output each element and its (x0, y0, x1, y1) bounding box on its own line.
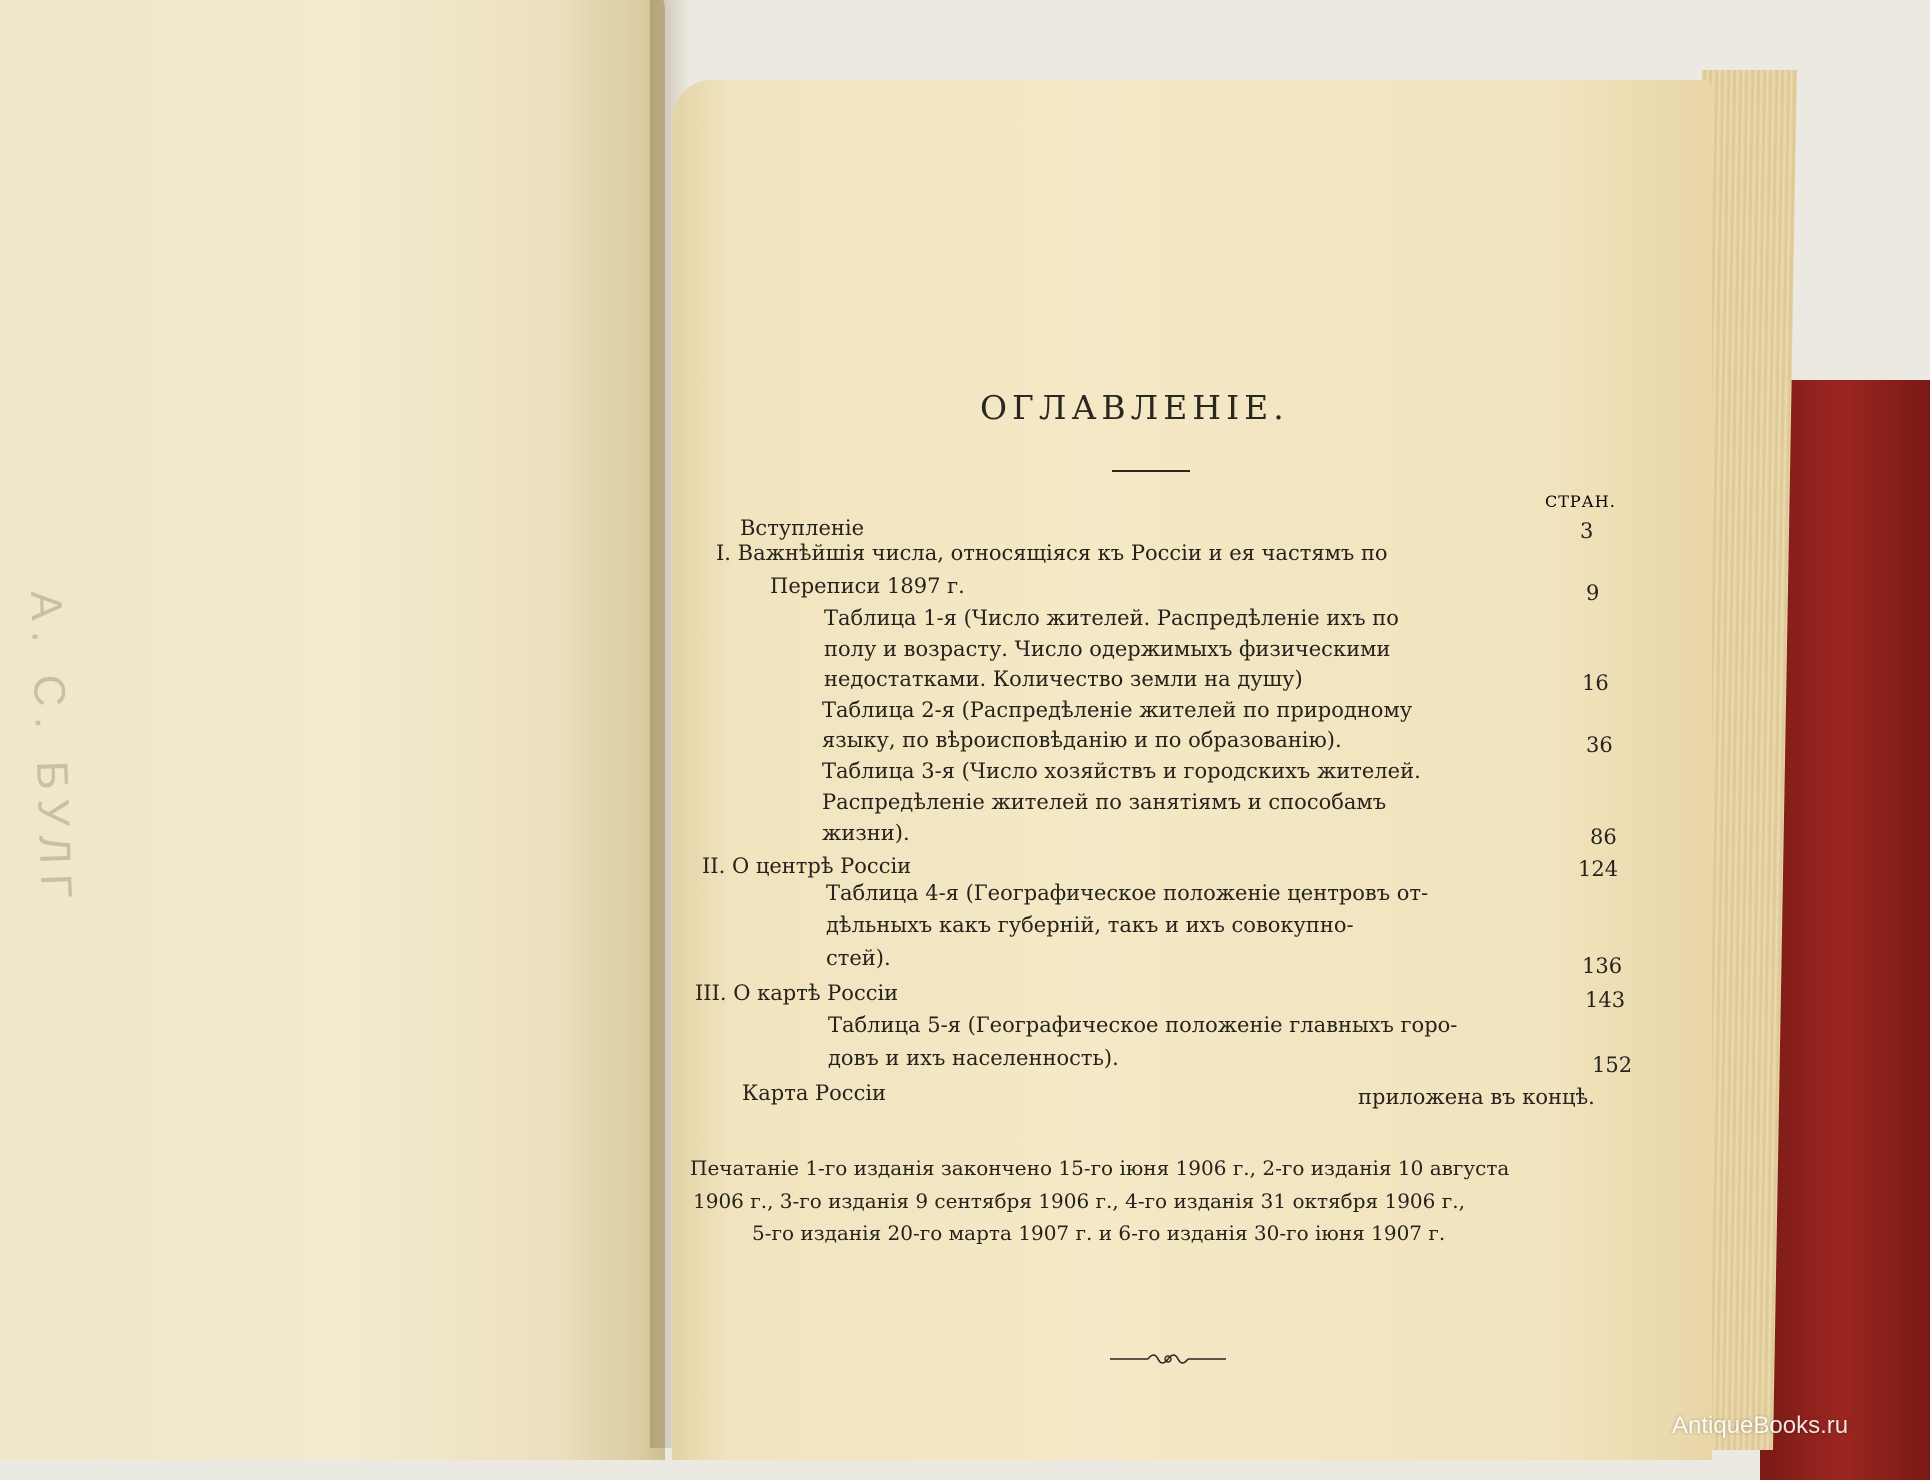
left-page-stamp: А. С. БУЛГ (21, 590, 82, 909)
toc-entry-text: жизни). (822, 821, 910, 845)
colophon-line: Печатаніе 1-го изданія закончено 15-го іюня 1906 г., 2-го изданія 10 августа (690, 1156, 1510, 1180)
page-title: ОГЛАВЛЕНІЕ. (980, 388, 1289, 427)
column-header: СТРАН. (1545, 492, 1616, 511)
toc-page-number: 86 (1590, 825, 1617, 849)
toc-leader (1455, 666, 1575, 692)
toc-leader (960, 853, 1560, 879)
toc-entry-text: полу и возрасту. Число одержимыхъ физическими (824, 637, 1391, 661)
colophon-line: 1906 г., 3-го изданія 9 сентября 1906 г., 4-го изданія 31 октября 1906 г., (693, 1188, 1465, 1213)
toc-page-number: 152 (1592, 1053, 1633, 1077)
toc-entry-text: довъ и ихъ населенность). (828, 1046, 1119, 1070)
toc-leader (1000, 573, 1575, 599)
toc-leader (885, 515, 1575, 541)
toc-entry-text: Таблица 4-я (Географическое положеніе центровъ от- (826, 881, 1429, 905)
colophon-line: 5-го изданія 20-го марта 1907 г. и 6-го изданія 30-го іюня 1907 г. (752, 1221, 1446, 1245)
toc-leader (965, 980, 1565, 1006)
toc-page-number: 136 (1582, 954, 1623, 978)
toc-page-number: 36 (1586, 733, 1613, 757)
toc-page-number: 16 (1582, 671, 1609, 695)
toc-entry-text: стей). (826, 946, 891, 970)
toc-page-number: приложена въ концѣ. (1358, 1085, 1595, 1109)
toc-entry-text: Вступленіе (740, 516, 865, 540)
toc-leader (910, 820, 1575, 846)
toc-entry-text: недостатками. Количество земли на душу) (824, 667, 1303, 691)
toc-entry-text: II. О центрѣ Россіи (702, 854, 912, 878)
toc-entry-text: Таблица 2-я (Распредѣленіе жителей по природному (822, 698, 1413, 722)
toc-entry-text: Таблица 5-я (Географическое положеніе главныхъ горо- (828, 1013, 1458, 1037)
toc-entry-text: Переписи 1897 г. (770, 574, 965, 598)
toc-page-number: 3 (1580, 519, 1594, 543)
toc-leader (935, 1080, 1350, 1106)
toc-entry-text: языку, по вѣроисповѣданію и по образованію). (822, 728, 1342, 752)
toc-leader (905, 945, 1575, 971)
toc-entry-text: дѣльныхъ какъ губерній, такъ и ихъ совокупно- (826, 913, 1354, 937)
toc-page-number: 124 (1578, 857, 1619, 881)
toc-leader (1255, 1045, 1575, 1071)
toc-entry-text: Карта Россіи (742, 1081, 887, 1105)
toc-entry-text: Распредѣленіе жителей по занятіямъ и способамъ (822, 790, 1387, 814)
toc-page-number: 143 (1585, 988, 1626, 1012)
ornament-icon (1108, 1344, 1228, 1374)
toc-entry-text: Таблица 1-я (Число жителей. Распредѣленіе ихъ по (824, 606, 1399, 630)
toc-page-number: 9 (1586, 581, 1600, 605)
toc-entry-text: Таблица 3-я (Число хозяйствъ и городскихъ жителей. (822, 759, 1421, 783)
toc-leader (1512, 727, 1562, 753)
colophon (690, 1152, 1635, 1250)
toc-entry-text: I. Важнѣйшія числа, относящіяся къ Россіи и ея частямъ по (716, 541, 1388, 565)
watermark: AntiqueBooks.ru (1672, 1412, 1849, 1439)
toc-entry-text: III. О картѣ Россіи (695, 981, 899, 1005)
